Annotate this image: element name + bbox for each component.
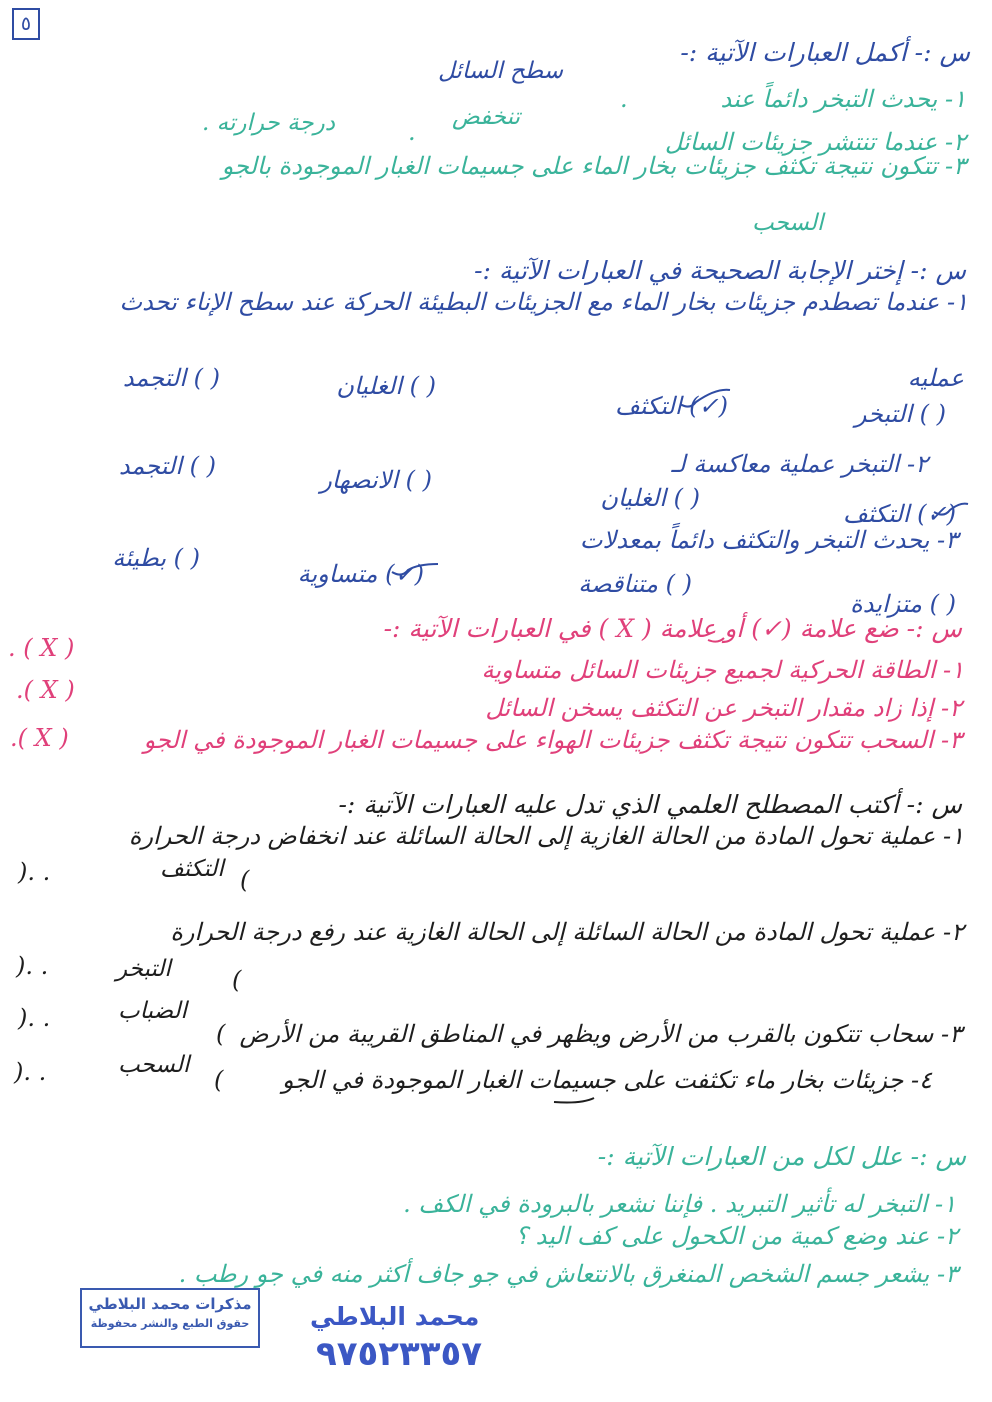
section5-title: س :- علل لكل من العبارات الآتية :- xyxy=(597,1142,966,1171)
section3-title: س :- ضع علامة (✓) أو علامة ( X ) في العبارات الآتية :- xyxy=(383,614,962,643)
section5-item2: ٢- عند وضع كمية من الكحول على كف اليد ؟ xyxy=(515,1222,958,1250)
section3-item2-text: ٢- إذا زاد مقدار التبخر عن التكثف يسخن السائل xyxy=(485,694,962,722)
page-number: ٥ xyxy=(20,13,32,35)
section1-item3-answer: السحب xyxy=(752,210,824,236)
copyright-stamp xyxy=(80,1288,260,1348)
section1-item2-answer2: درجة حرارته . xyxy=(202,110,335,136)
section2-q2-option3: ( ) الانصهار xyxy=(320,466,432,494)
section2-q1-option4: ( ) التجمد xyxy=(122,364,220,392)
section4-item2-close: ). . xyxy=(16,952,49,980)
section4-item4-text: ٤- جزيئات بخار ماء تكثفت على جسيمات الغبار الموجودة في الجو xyxy=(282,1066,932,1094)
section4-item1-open: ( xyxy=(240,866,250,894)
section1-item2-dots: . xyxy=(408,118,416,146)
section2-title: س :- إختر الإجابة الصحيحة في العبارات الآتية :- xyxy=(474,256,966,285)
section1-item1-dots: . xyxy=(620,85,628,113)
section1-item2-answer1: تنخفض xyxy=(452,104,521,130)
stamp-line2: حقوق الطبع والنشر محفوظة xyxy=(90,1317,250,1330)
section2-q3-option4: ( ) بطيئة xyxy=(112,544,200,572)
section2-q3-line: ٣- يحدث التبخر والتكثف دائماً بمعدلات xyxy=(579,526,958,554)
section3-item1-text: ١- الطاقة الحركية لجميع جزيئات السائل متساوية xyxy=(481,656,964,684)
author-name: محمد البلاطي xyxy=(310,1302,480,1331)
section4-item4-close: ). . xyxy=(14,1058,47,1086)
section4-item2-text: ٢- عملية تحول المادة من الحالة السائلة إلى الحالة الغازية عند رفع درجة الحرارة xyxy=(170,918,964,946)
section4-item3-answer: الضباب xyxy=(118,998,187,1024)
section3-item3-mark: .( X ) xyxy=(10,724,69,752)
section4-item1-answer: التكثف xyxy=(160,856,224,882)
section2-q3-option3: (✓) متساوية xyxy=(297,560,424,588)
section4-item3-text: ٣- سحاب تتكون بالقرب من الأرض ويظهر في المناطق القريبة من الأرض xyxy=(239,1020,962,1048)
section2-q2-option1: (✓) التكثف xyxy=(842,500,956,528)
section5-item3: ٣- يشعر جسم الشخص المنغرق بالانتعاش في جو جاف أكثر منه في جو رطب . xyxy=(178,1260,958,1288)
section2-q1-line1: ١- عندما تصطدم جزيئات بخار الماء مع الجزيئات البطيئة الحركة عند سطح الإناء تحدث xyxy=(119,288,968,316)
section4-item1-close: ). . xyxy=(18,858,51,886)
underline-section4 xyxy=(554,1098,594,1103)
section1-item2-text: ٢- عندما تنتشر جزيئات السائل xyxy=(664,128,966,156)
section1-item1-text: ١- يحدث التبخر دائماً عند xyxy=(720,85,966,113)
section4-title: س :- أكتب المصطلح العلمي الذي تدل عليه العبارات الآتية :- xyxy=(338,790,962,819)
section4-item3-open: ( xyxy=(216,1020,226,1048)
section2-q3-option1: ( ) متزايدة xyxy=(850,590,956,618)
section4-item1-text: ١- عملية تحول المادة من الحالة الغازية إلى الحالة السائلة عند انخفاض درجة الحرارة xyxy=(128,822,964,850)
section4-item4-answer: السحب xyxy=(118,1052,190,1078)
section1-item3-text: ٣- تتكون نتيجة تكثف جزيئات بخار الماء على جسيمات الغبار الموجودة بالجو xyxy=(221,152,966,180)
section2-q2-option4: ( ) التجمد xyxy=(118,452,216,480)
section4-item2-open: ( xyxy=(232,966,242,994)
section2-q1-option3: ( ) الغليان xyxy=(336,372,436,400)
author-phone: ٩٧٥٢٣٣٥٧ xyxy=(316,1334,483,1374)
section4-item4-open: ( xyxy=(214,1066,224,1094)
section2-q1-line2: عمليه xyxy=(907,364,964,392)
section1-title: س :- أكمل العبارات الآتية :- xyxy=(680,38,970,67)
section2-q2-option2: ( ) الغليان xyxy=(600,484,700,512)
section2-q1-option2: (✓) التكثف xyxy=(614,392,728,420)
section3-item1-mark: . ( X ) xyxy=(8,634,75,662)
stamp-line1: مذكرات محمد البلاطي xyxy=(88,1295,252,1313)
section2-q1-option1: ( ) التبخر xyxy=(854,400,946,428)
section2-q3-option2: ( ) متناقصة xyxy=(578,570,692,598)
section4-item3-close: ). . xyxy=(18,1004,51,1032)
section4-item2-answer: التبخر xyxy=(116,956,171,982)
section3-item2-mark: .( X ) xyxy=(16,676,75,704)
page-number-box xyxy=(12,8,40,40)
section1-item1-answer: سطح السائل xyxy=(438,58,564,84)
section3-item3-text: ٣- السحب تتكون نتيجة تكثف جزيئات الهواء على جسيمات الغبار الموجودة في الجو xyxy=(143,726,962,754)
section5-item1: ١- التبخر له تأثير التبريد . فإننا نشعر بالبرودة في الكف . xyxy=(403,1190,956,1218)
section2-q2-line: ٢- التبخر عملية معاكسة لـ xyxy=(671,450,928,478)
